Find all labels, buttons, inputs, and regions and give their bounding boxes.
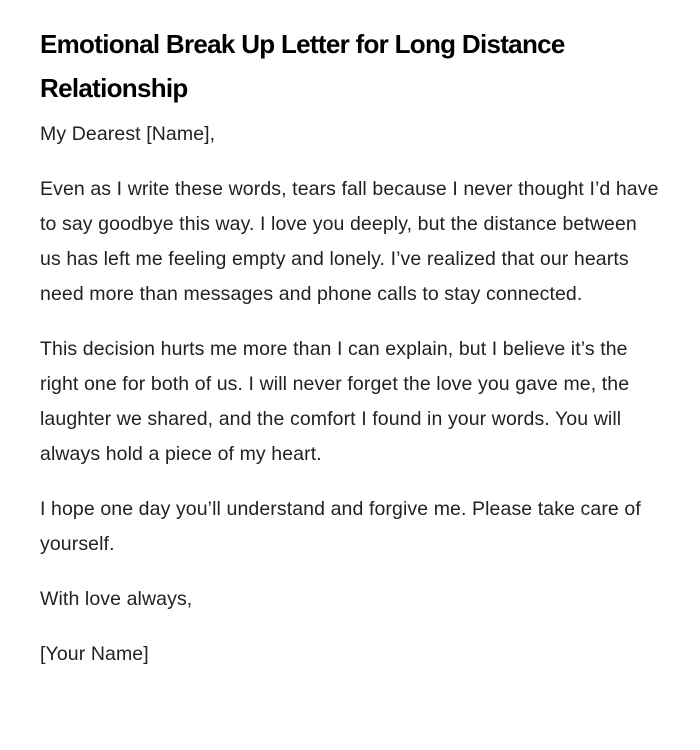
letter-title: Emotional Break Up Letter for Long Distance Relationship (40, 29, 565, 103)
letter-signature: [Your Name] (40, 643, 149, 665)
letter-paragraph-3: I hope one day you’ll understand and forgive me. Please take care of yourself. (40, 498, 641, 555)
letter-closing: With love always, (40, 588, 193, 610)
letter-paragraph-2: This decision hurts me more than I can explain, but I believe it’s the right one for both of us. I will never forget the love you gave me, the laughter we shared, and the comfort I found in your words. You will always hold a piece of my heart. (40, 338, 630, 465)
letter-salutation: My Dearest [Name], (40, 123, 216, 145)
letter-paragraph-1: Even as I write these words, tears fall because I never thought I’d have to say goodbye this way. I love you deeply, but the distance between us has left me feeling empty and lonely. I’ve realized that our hearts need more than messages and phone calls to stay connected. (40, 178, 659, 305)
